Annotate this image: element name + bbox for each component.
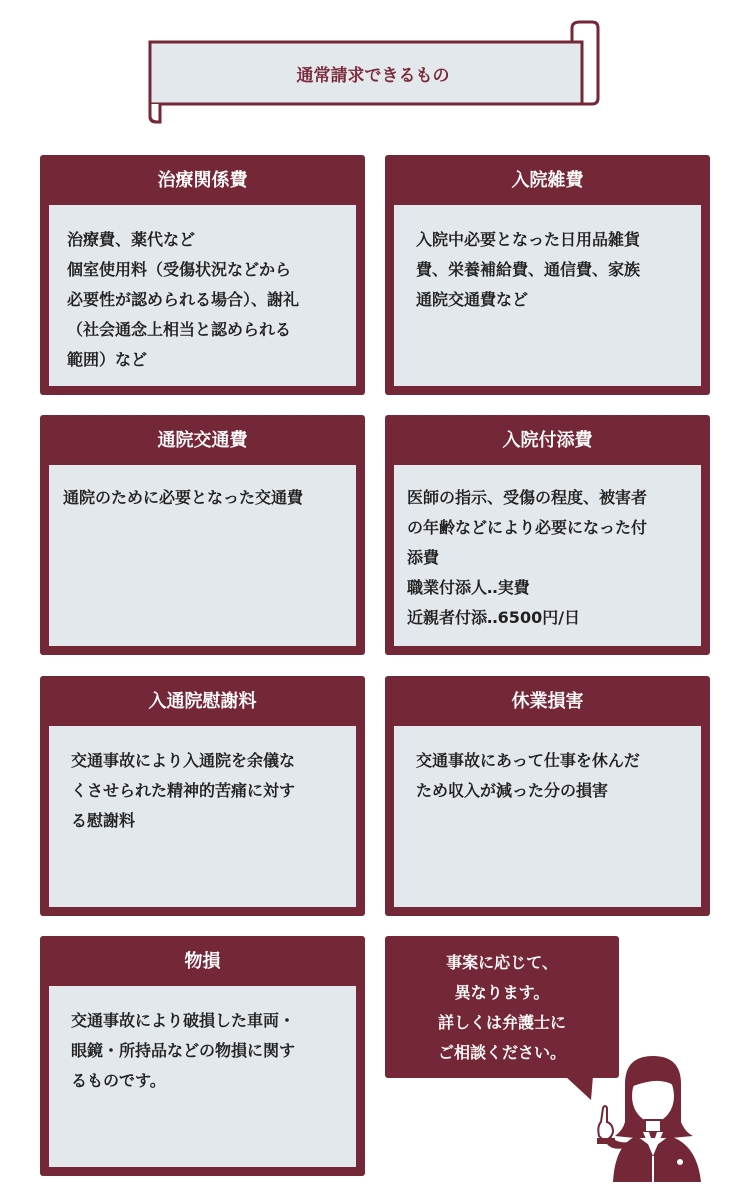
card-title: 通院交通費	[157, 430, 248, 451]
card-title: 入通院慰謝料	[148, 691, 257, 712]
card-line: 費、栄養補給費、通信費、家族	[416, 260, 641, 279]
card-line: 必要性が認められる場合）、謝礼	[67, 290, 300, 309]
card-line: 通院交通費など	[416, 290, 529, 309]
card-commute-costs	[40, 415, 365, 655]
card-body	[394, 465, 701, 646]
card-consolation-money	[40, 676, 365, 916]
section-banner	[140, 20, 610, 128]
lawyer-pointing-icon	[585, 1052, 715, 1182]
card-treatment-costs	[40, 155, 365, 395]
card-lost-earnings	[385, 676, 710, 916]
bubble-line: ご相談ください。	[437, 1043, 566, 1062]
card-property-damage	[40, 936, 365, 1176]
card-line: 交通事故により入通院を余儀な	[71, 751, 296, 770]
banner-title: 通常請求できるもの	[296, 65, 450, 86]
card-line: 医師の指示、受傷の程度、被害者	[407, 488, 648, 507]
card-line: の年齢などにより必要になった付	[407, 518, 648, 537]
card-line: 近親者付添‥6500円/日	[407, 608, 581, 627]
card-body	[394, 726, 701, 907]
card-line: 添費	[407, 548, 440, 567]
bubble-line: 事案に応じて、	[446, 953, 558, 972]
card-title: 入院付添費	[502, 430, 593, 451]
card-line: ため収入が減った分の損害	[416, 781, 609, 800]
card-body	[49, 726, 356, 907]
card-title: 治療関係費	[157, 170, 248, 191]
speech-bubble	[385, 936, 619, 1078]
card-body	[49, 205, 356, 386]
card-hospital-misc-costs	[385, 155, 710, 395]
card-line: くさせられた精神的苦痛に対す	[71, 781, 296, 800]
card-line: 入院中必要となった日用品雑貨	[416, 230, 641, 249]
card-attendant-costs	[385, 415, 710, 655]
card-line: （社会通念上相当と認められる	[67, 320, 292, 339]
card-line: る慰謝料	[71, 811, 136, 830]
card-title: 物損	[184, 951, 221, 972]
card-title: 入院雑費	[511, 170, 584, 191]
card-body	[49, 465, 356, 646]
card-title: 休業損害	[511, 691, 584, 712]
card-line: 交通事故により破損した車両・	[71, 1011, 296, 1030]
card-line: 交通事故にあって仕事を休んだ	[416, 751, 640, 770]
bubble-line: 詳しくは弁護士に	[437, 1013, 566, 1032]
card-line: 範囲）など	[67, 350, 148, 369]
card-body	[394, 205, 701, 386]
card-line: 通院のために必要となった交通費	[63, 488, 304, 507]
card-line: 眼鏡・所持品などの物損に関す	[71, 1041, 296, 1060]
card-line: 治療費、薬代など	[67, 230, 196, 249]
card-body	[49, 986, 356, 1167]
card-line: 個室使用料（受傷状況などから	[67, 260, 292, 279]
card-line: 職業付添人‥実費	[407, 578, 530, 597]
card-line: るものです。	[71, 1071, 166, 1090]
bubble-line: 異なります。	[454, 983, 550, 1002]
